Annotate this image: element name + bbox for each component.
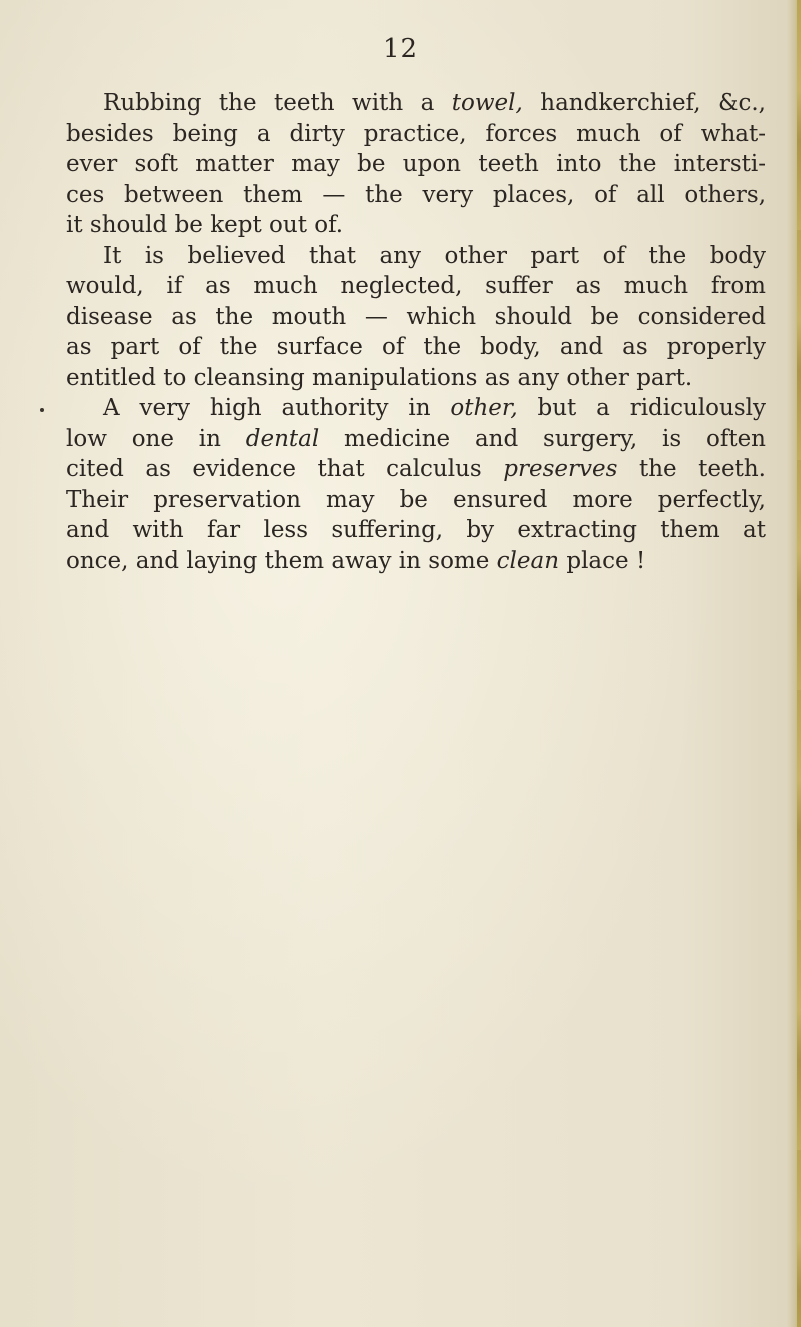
text-line: ever soft matter may be upon teeth into the intersti- [66,151,766,177]
body-text [66,88,766,576]
text-line: It is believed that any other part of the body [103,242,766,269]
italic-word: other, [450,395,518,421]
paragraph [66,241,766,394]
margin-mark [40,408,44,412]
text-line: Rubbing the teeth with a towel, handkerchief, &c., [103,90,766,116]
paragraph [66,393,766,576]
italic-word: towel, [451,90,523,116]
text-line: would, if as much neglected, suffer as much from [66,273,766,299]
text-line: Their preservation may be ensured more perfectly, [66,486,766,513]
text-line: disease as the mouth — which should be considered [66,303,766,330]
italic-word: clean [496,547,560,574]
text-line: ces between them — the very places, of all others, [66,181,766,208]
text-line: and with far less suffering, by extracting them at [66,517,766,543]
italic-word: dental [245,425,320,452]
text-line: cited as evidence that calculus preserves the teeth. [66,456,766,482]
gilt-edge [797,0,801,1327]
text-line: once, and laying them away in some clean place ! [66,547,646,574]
italic-word: preserves [503,456,618,482]
text-line: it should be kept out of. [66,212,344,238]
text-line: A very high authority in other, but a ridiculously [103,395,766,421]
text-line: entitled to cleansing manipulations as any other part. [66,364,693,391]
text-line: as part of the surface of the body, and as properly [66,334,766,360]
paragraph [66,88,766,241]
text-line: besides being a dirty practice, forces much of what- [66,120,766,147]
text-line: low one in dental medicine and surgery, is often [66,425,766,452]
page-number: 12 [382,34,419,64]
